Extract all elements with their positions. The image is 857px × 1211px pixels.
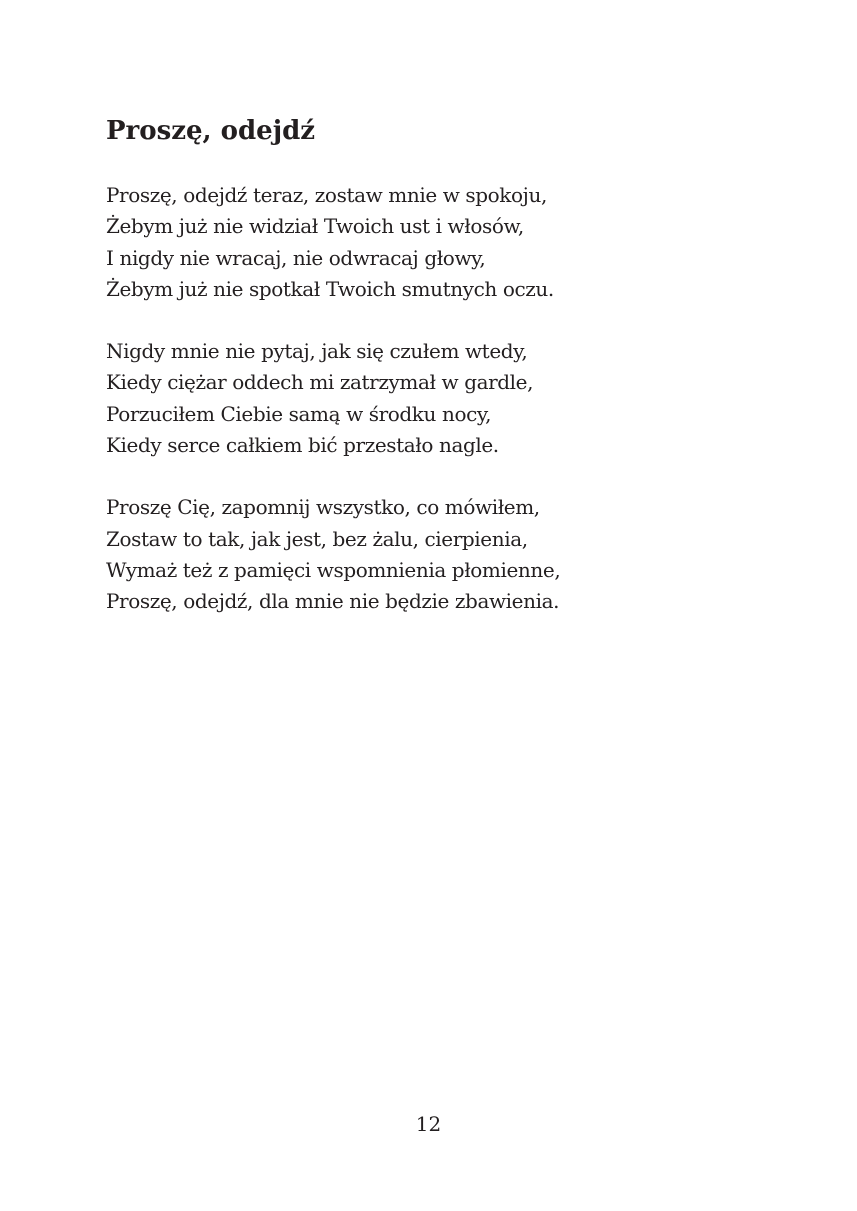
verse-line: Zostaw to tak, jak jest, bez żalu, cierpienia, <box>106 526 528 551</box>
verse-line: Żebym już nie widział Twoich ust i włosów, <box>106 214 524 239</box>
verse-line: Proszę, odejdź, dla mnie nie będzie zbawienia. <box>106 589 560 614</box>
verse-line: Wymaż też z pamięci wspomnienia płomienne, <box>106 557 561 582</box>
verse-line: Kiedy ciężar oddech mi zatrzymał w gardle, <box>106 370 534 395</box>
stanza-1 <box>106 180 746 305</box>
verse-line: Żebym już nie spotkał Twoich smutnych oczu. <box>106 276 554 301</box>
verse-line: I nigdy nie wracaj, nie odwracaj głowy, <box>106 245 486 270</box>
stanza-3 <box>106 492 746 617</box>
verse-line: Nigdy mnie nie pytaj, jak się czułem wtedy, <box>106 339 528 364</box>
poem-body <box>106 180 746 649</box>
stanza-2 <box>106 336 746 461</box>
poem-title: Proszę, odejdź <box>106 116 316 146</box>
verse-line: Proszę, odejdź teraz, zostaw mnie w spokoju, <box>106 183 547 207</box>
verse-line: Proszę Cię, zapomnij wszystko, co mówiłem, <box>106 495 540 520</box>
verse-line: Porzuciłem Ciebie samą w środku nocy, <box>106 401 492 426</box>
verse-line: Kiedy serce całkiem bić przestało nagle. <box>106 433 499 458</box>
page-number: 12 <box>415 1112 442 1136</box>
